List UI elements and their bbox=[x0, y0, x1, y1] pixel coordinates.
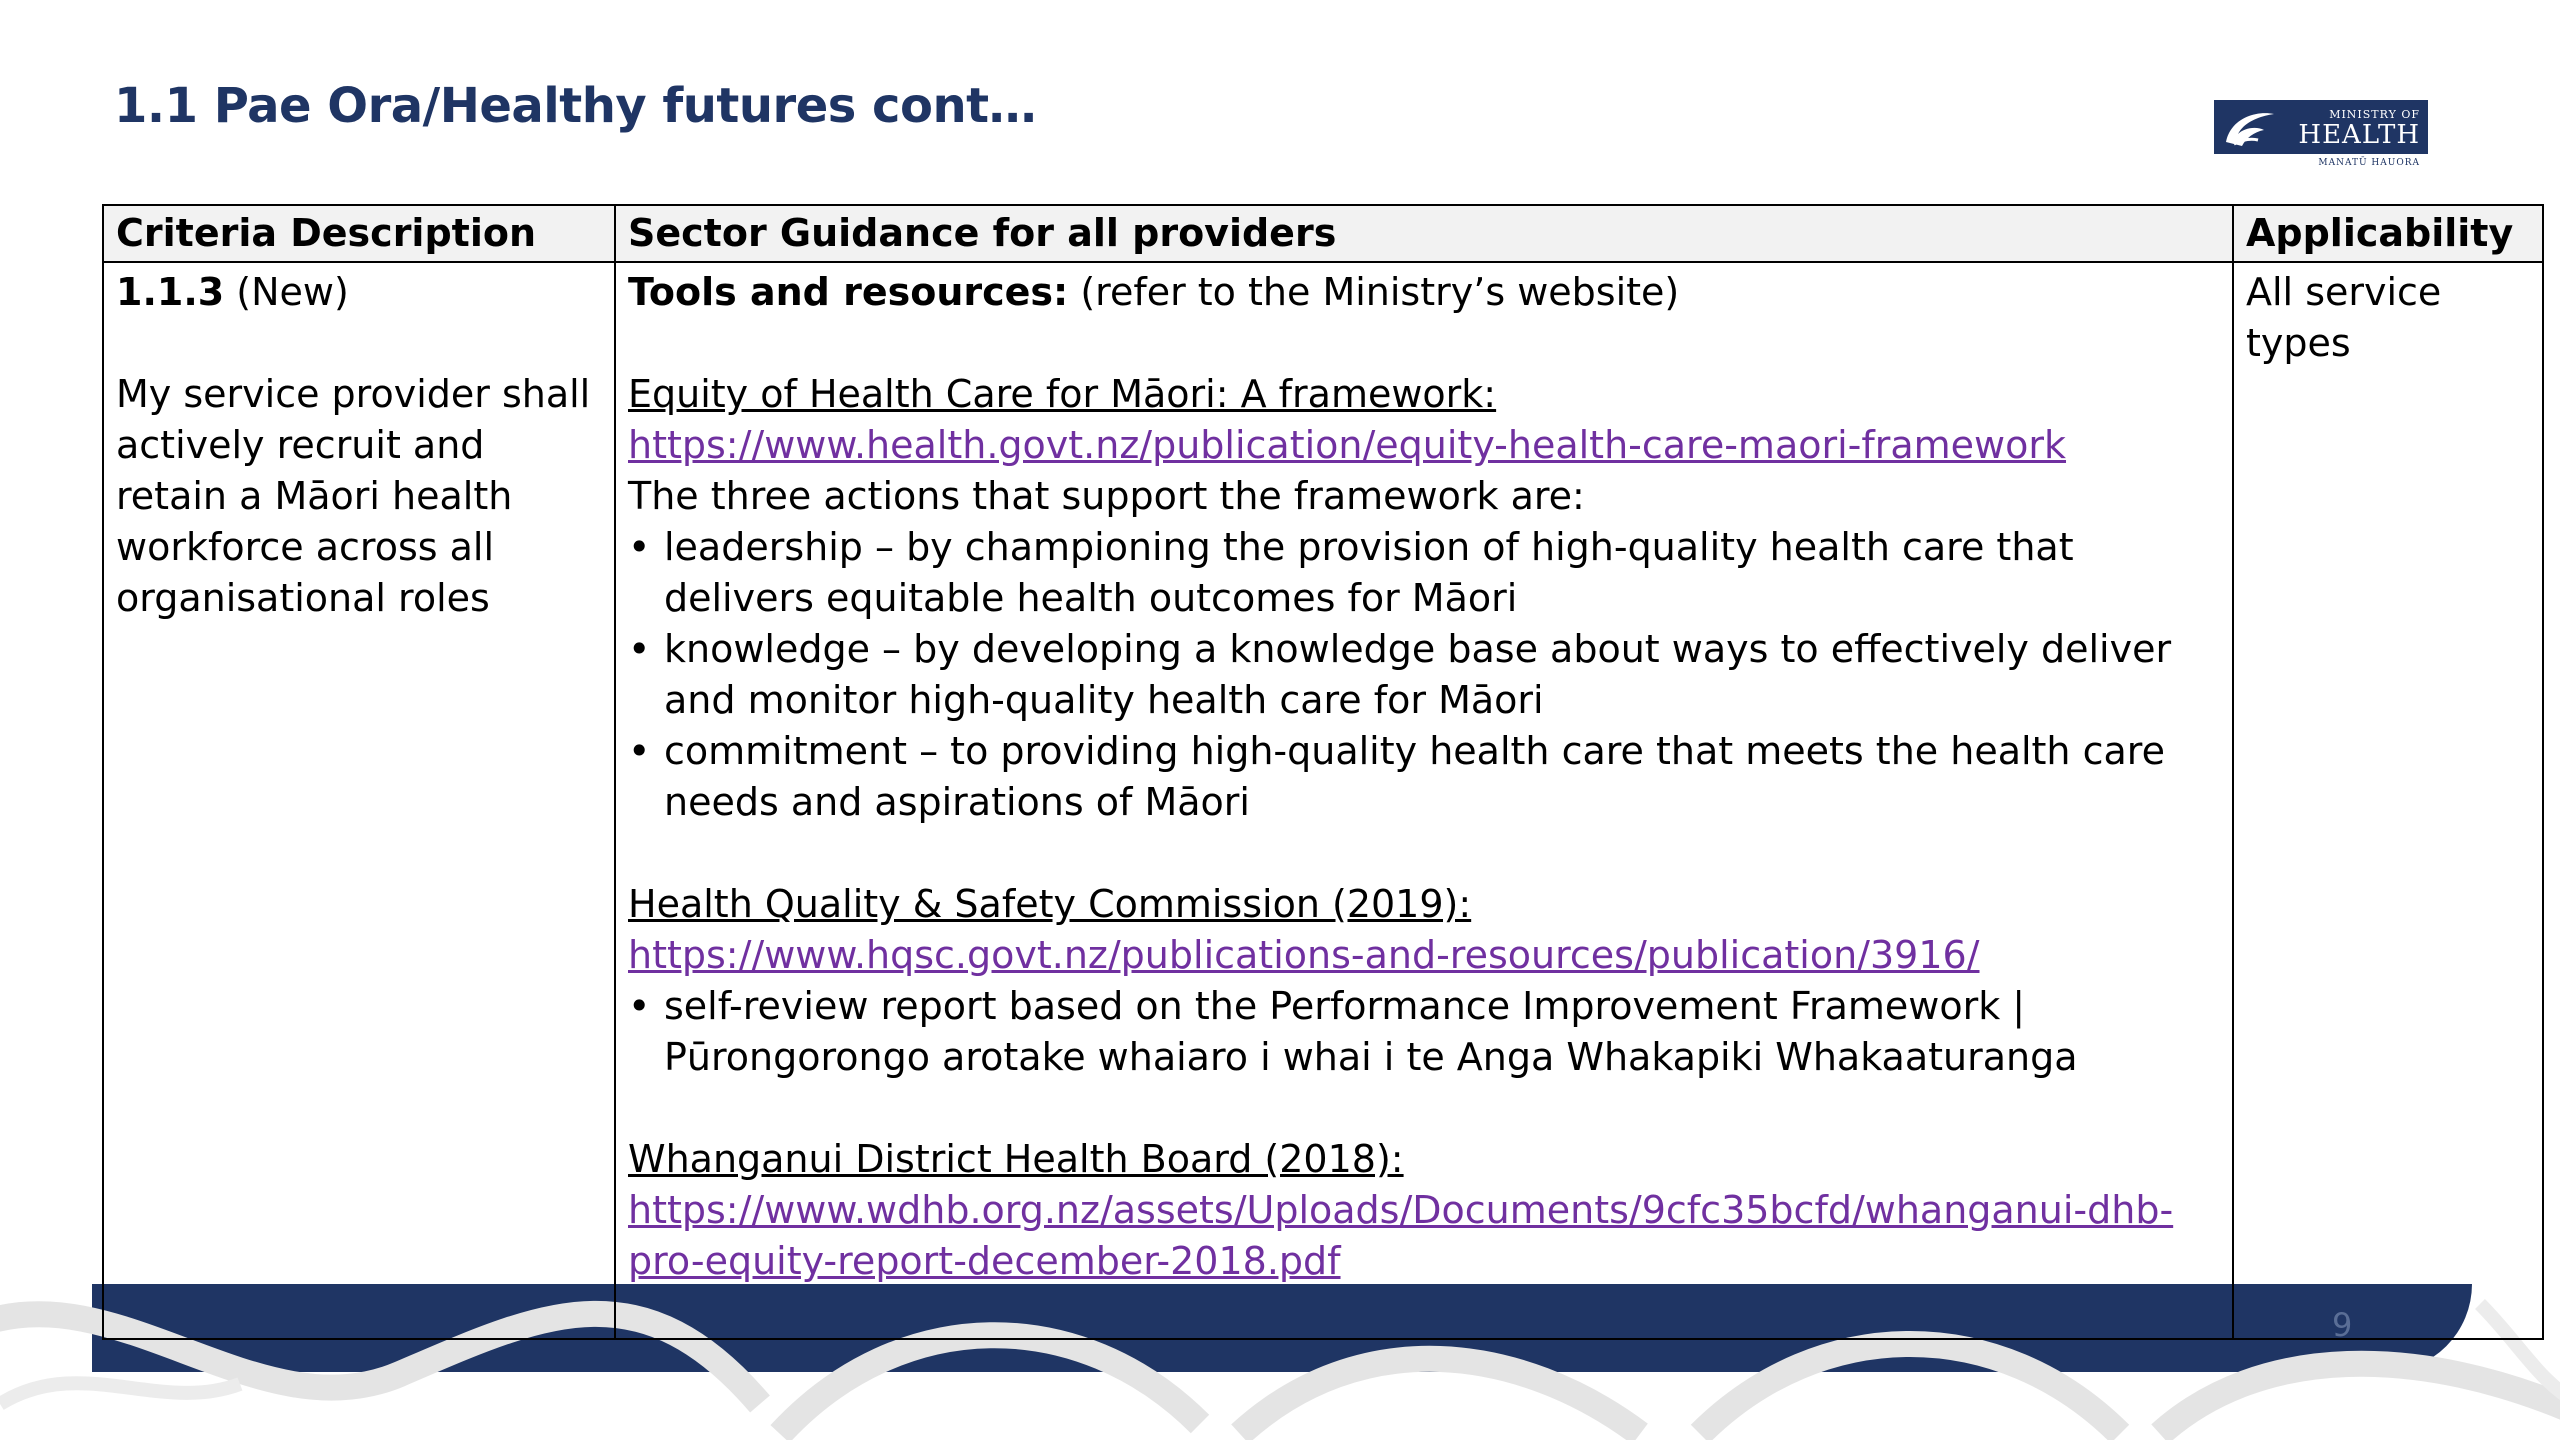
link-hqsc[interactable]: https://www.hqsc.govt.nz/publications-and-resources/publication/3916/ bbox=[628, 933, 1980, 977]
bullet-knowledge: • knowledge – by developing a knowledge base about ways to effectively deliver and monitor high-quality health care for Māori bbox=[628, 624, 2220, 726]
criteria-heading bbox=[116, 267, 602, 318]
bullet-self-review: • self-review report based on the Performance Improvement Framework | Pūrongorongo arotake whaiaro i whai i te Anga Whakapiki Whakaaturanga bbox=[628, 981, 2220, 1083]
guidance-intro-label: Tools and resources: bbox=[628, 270, 1069, 314]
header-sector-guidance: Sector Guidance for all providers bbox=[615, 205, 2233, 262]
resource-heading-equity-framework: Equity of Health Care for Māori: A framework: bbox=[628, 372, 1497, 416]
resource-heading-wdhb: Whanganui District Health Board (2018): bbox=[628, 1137, 1404, 1181]
bullet-leadership: • leadership – by championing the provision of high-quality health care that delivers equitable health outcomes for Māori bbox=[628, 522, 2220, 624]
bullet-commitment: • commitment – to providing high-quality health care that meets the health care needs and aspirations of Māori bbox=[628, 726, 2220, 828]
criteria-status: (New) bbox=[236, 270, 349, 314]
table-header-row bbox=[103, 205, 2543, 262]
logo-tagline: MANATŪ HAUORA bbox=[2318, 158, 2420, 168]
logo-box bbox=[2214, 100, 2428, 154]
link-equity-framework[interactable]: https://www.health.govt.nz/publication/equity-health-care-maori-framework bbox=[628, 423, 2067, 467]
link-wdhb[interactable]: https://www.wdhb.org.nz/assets/Uploads/Documents/9cfc35bcfd/whanganui-dhb-pro-equity-report-december-2018.pdf bbox=[628, 1188, 2174, 1283]
logo-text-health: HEALTH bbox=[2298, 120, 2420, 150]
criteria-description: My service provider shall actively recruit and retain a Māori health workforce across all organisational roles bbox=[116, 372, 591, 620]
criteria-cell bbox=[103, 262, 615, 1339]
criteria-table bbox=[102, 204, 2544, 1340]
slide-title: 1.1 Pae Ora/Healthy futures cont… bbox=[114, 78, 1037, 134]
page-number: 9 bbox=[2332, 1306, 2353, 1344]
header-criteria-description: Criteria Description bbox=[103, 205, 615, 262]
applicability-cell: All service types bbox=[2233, 262, 2543, 1339]
header-applicability: Applicability bbox=[2233, 205, 2543, 262]
koru-swirl-icon bbox=[2220, 104, 2280, 150]
table-row bbox=[103, 262, 2543, 1339]
guidance-intro-text: (refer to the Ministry’s website) bbox=[1080, 270, 1680, 314]
resource-heading-hqsc: Health Quality & Safety Commission (2019): bbox=[628, 882, 1472, 926]
ministry-of-health-logo bbox=[2214, 100, 2428, 170]
guidance-intro bbox=[628, 267, 2220, 318]
logo-text-ministry-of: MINISTRY OF bbox=[2329, 108, 2420, 121]
guidance-cell bbox=[615, 262, 2233, 1339]
criteria-code: 1.1.3 bbox=[116, 270, 225, 314]
framework-actions-lead: The three actions that support the framework are: bbox=[628, 474, 1585, 518]
